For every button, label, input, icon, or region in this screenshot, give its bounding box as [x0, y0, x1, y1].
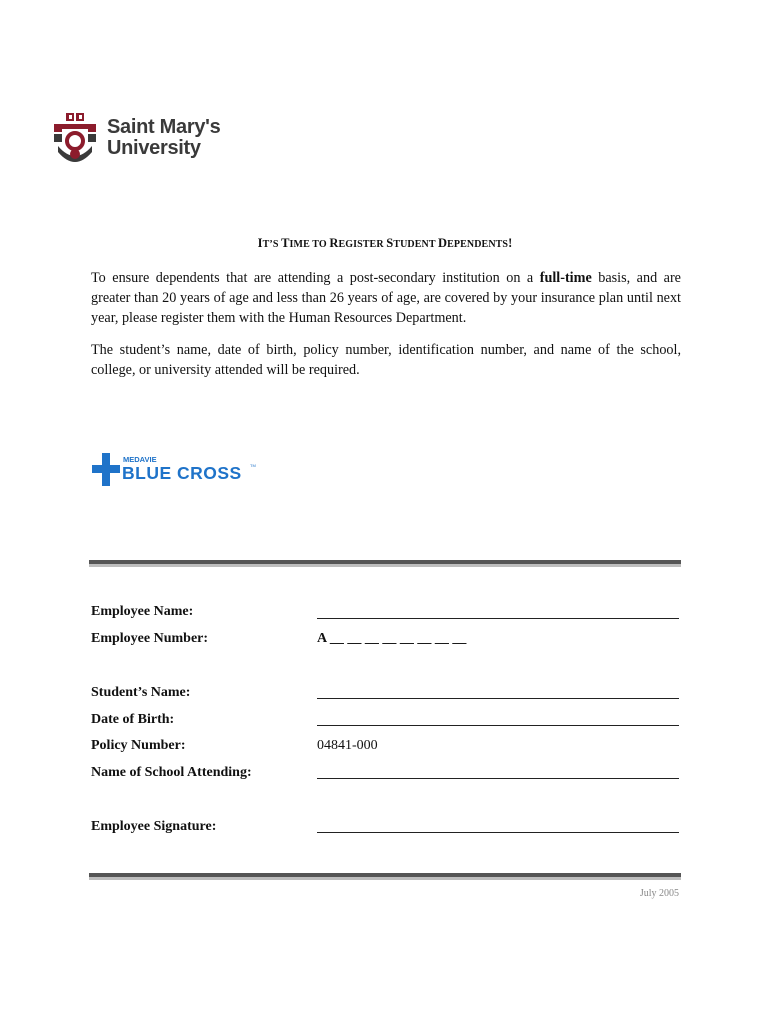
- requirements-paragraph: The student’s name, date of birth, policy number, identification number, and name of the school, college, or university attended will be required.: [91, 342, 681, 378]
- intro-emphasis: full-time: [539, 270, 592, 286]
- heading-part: T: [281, 236, 290, 250]
- smu-name-line2: University: [107, 137, 201, 159]
- heading-part: I: [257, 236, 263, 250]
- heading-part: EPENDENTS: [447, 239, 509, 250]
- divider: [89, 873, 681, 880]
- smu-wordmark: [107, 117, 220, 159]
- bluecross-tm-text: TM: [250, 463, 256, 468]
- student-name-field[interactable]: [317, 698, 679, 699]
- date-of-birth-label: Date of Birth:: [91, 712, 175, 727]
- heading-part: !: [508, 236, 513, 250]
- intro-text: basis, and are greater than 20 years of age and less than 26 years of age, are covered by your insurance plan until next year, please register them with the Human Resources Department.: [91, 270, 681, 326]
- bluecross-top-text: MEDAVIE: [123, 455, 157, 464]
- intro-text: To ensure dependents that are attending a post-secondary institution on a: [91, 270, 540, 286]
- bluecross-logo-icon: [92, 453, 262, 493]
- footer-date: July 2005: [639, 888, 679, 899]
- page-title: [0, 236, 770, 251]
- employee-name-label: Employee Name:: [91, 604, 194, 619]
- policy-number-label: Policy Number:: [91, 738, 186, 753]
- policy-number-value: 04841-000: [317, 738, 378, 753]
- employee-number-label: Employee Number:: [91, 631, 209, 646]
- signature-field[interactable]: [317, 832, 679, 833]
- student-name-label: Student’s Name:: [91, 685, 191, 700]
- heading-part: T: [262, 239, 270, 250]
- date-of-birth-field[interactable]: [317, 725, 679, 726]
- heading-part: EGISTER: [338, 239, 387, 250]
- employee-name-field[interactable]: [317, 618, 679, 619]
- school-label: Name of School Attending:: [91, 765, 252, 780]
- signature-label: Employee Signature:: [91, 819, 217, 834]
- heading-part: S: [386, 236, 394, 250]
- heading-part: TUDENT: [393, 239, 439, 250]
- heading-part: R: [329, 236, 339, 250]
- bluecross-main-text: BLUE CROSS: [122, 463, 242, 483]
- heading-part: D: [438, 236, 448, 250]
- school-field[interactable]: [317, 778, 679, 779]
- employee-number-field[interactable]: A __ __ __ __ __ __ __ __: [317, 631, 467, 646]
- divider: [89, 560, 681, 567]
- heading-part: ’S: [269, 239, 282, 250]
- intro-paragraph: [91, 268, 681, 328]
- smu-name-line1: Saint Mary's: [107, 116, 221, 138]
- heading-part: IME TO: [289, 239, 330, 250]
